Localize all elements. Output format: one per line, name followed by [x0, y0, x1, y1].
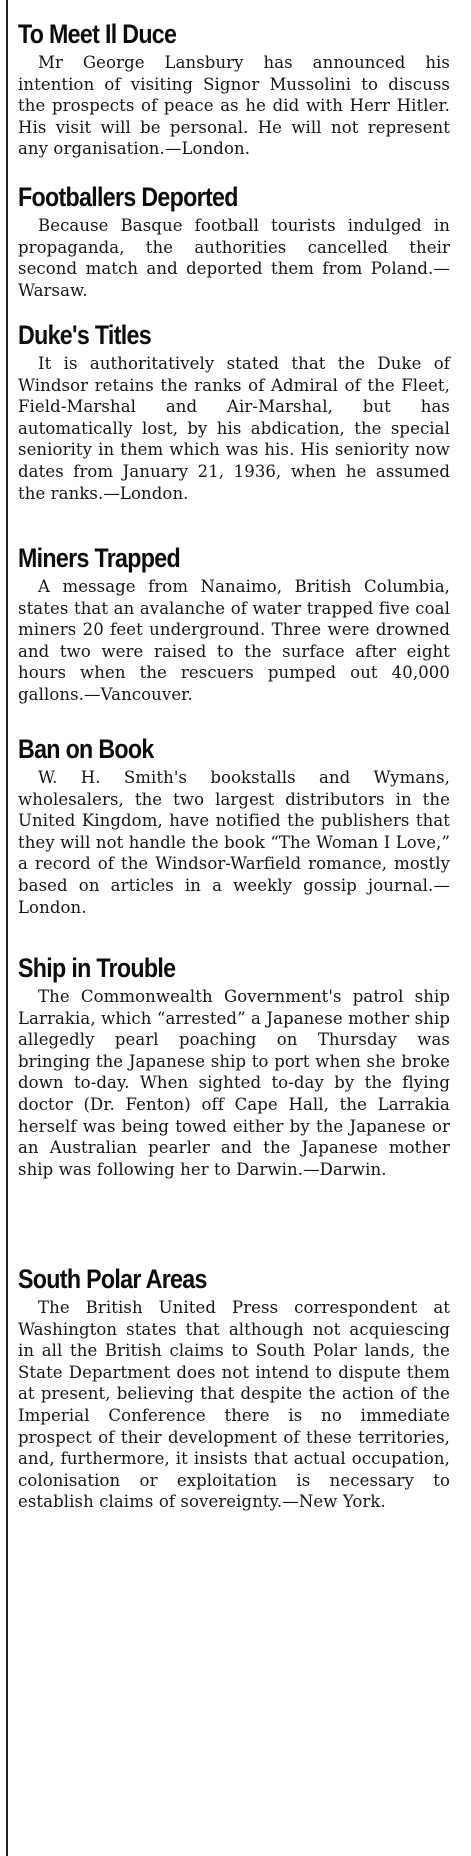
article-headline: Duke's Titles [18, 320, 151, 350]
article-body: Mr George Lansbury has announced his intention of visiting Signor Mussolini to discuss the prospects of peace as he did with Herr Hitler. His visit will be personal. He will not represent any organisation.—London. [18, 53, 450, 159]
article-body: W. H. Smith's bookstalls and Wymans, wholesalers, the two largest distributors in the United Kingdom, have notified the publishers that they will not handle the book “The Woman I Love,” a record of the Windsor-Warfield romance, mostly based on articles in a weekly gossip journal.—London. [18, 768, 450, 917]
article-headline: To Meet Il Duce [18, 19, 177, 49]
news-column [6, 0, 454, 1856]
article-body: Because Basque football tourists indulged in propaganda, the authorities cancelled their second match and deported them from Poland.—Warsaw. [18, 216, 450, 300]
article-dukes-titles [18, 319, 450, 504]
article-body: A message from Nanaimo, British Columbia, states that an avalanche of water trapped five coal miners 20 feet underground. Three were drowned and two were raised to the surface after eight hours when the rescuers pumped out 40,000 gallons.—Vancouver. [18, 577, 450, 704]
article-miners-trapped [18, 542, 450, 706]
article-body: It is authoritatively stated that the Duke of Windsor retains the ranks of Admiral of the Fleet, Field-Marshal and Air-Marshal, but has automatically lost, by his abdication, the special seniority in them which was his. His seniority now dates from January 21, 1936, when he assumed the ranks.—London. [18, 354, 450, 503]
article-headline: Ship in Trouble [18, 953, 176, 983]
article-headline: Footballers Deported [18, 182, 238, 212]
article-headline: Miners Trapped [18, 543, 180, 573]
article-south-polar-areas [18, 1263, 450, 1513]
article-to-meet-il-duce [18, 18, 450, 160]
article-body: The British United Press correspondent at Washington states that although not acquiescing in all the British claims to South Polar lands, the State Department does not intend to dispute them at present, believing that despite the action of the Imperial Conference there is no immediate prospect of their development of these territories, and, furthermore, it insists that actual occupation, colonisation or exploitation is necessary to establish claims of sovereignty.—New York. [18, 1298, 450, 1512]
article-ban-on-book [18, 733, 450, 918]
article-body: The Commonwealth Government's patrol ship Larrakia, which “arrested” a Japanese mother ship allegedly pearl poaching on Thursday was bringing the Japanese ship to port when she broke down to-day. When sighted to-day by the flying doctor (Dr. Fenton) off Cape Hall, the Larrakia herself was being towed either by the Japanese or an Australian pearler and the Japanese mother ship was following her to Darwin.—Darwin. [18, 987, 450, 1179]
article-headline: South Polar Areas [18, 1264, 207, 1294]
article-headline: Ban on Book [18, 734, 154, 764]
article-footballers-deported [18, 181, 450, 301]
article-ship-in-trouble [18, 952, 450, 1180]
